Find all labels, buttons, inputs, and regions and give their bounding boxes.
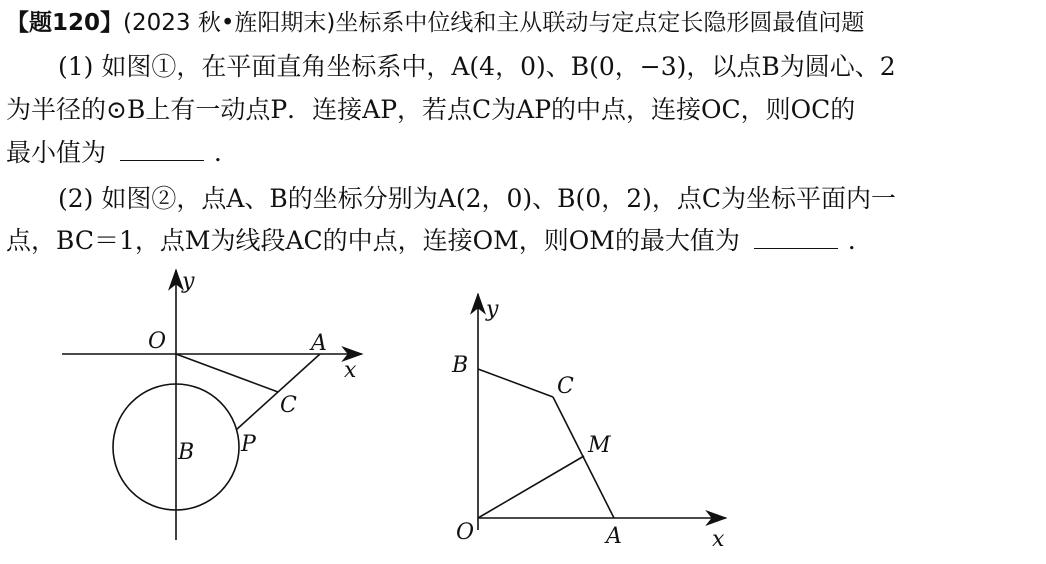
part1-line2: 为半径的⊙B上有一动点P．连接AP，若点C为AP的中点，连接OC，则OC的 xyxy=(6,95,856,124)
problem-title: (2023 秋•旌阳期末)坐标系中位线和主从联动与定点定长隐形圆最值问题 xyxy=(123,10,865,36)
fig1-label-p: P xyxy=(241,432,256,457)
fig2-label-y: y xyxy=(486,297,499,322)
fig2-label-a: A xyxy=(606,524,622,549)
fig1-label-b: B xyxy=(178,440,195,465)
fig2-label-c: C xyxy=(557,374,574,399)
part1-prefix: 最小值为 xyxy=(6,138,107,167)
fig2-label-x: x xyxy=(712,527,725,552)
part2-suffix: ． xyxy=(847,226,873,255)
fig2-label-b: B xyxy=(452,353,469,378)
part1-suffix: ． xyxy=(214,138,240,167)
fig1-label-o: O xyxy=(148,329,167,354)
problem-tag: 【题120】 xyxy=(6,10,124,36)
part2-prefix: 点，BC＝1，点M为线段AC的中点，连接OM，则OM的最大值为 xyxy=(6,226,740,255)
fig2-label-m: M xyxy=(588,433,611,458)
fig2-label-o: O xyxy=(456,520,475,545)
part1-line1: (1) 如图①，在平面直角坐标系中，A(4，0)、B(0，−3)，以点B为圆心、2 xyxy=(58,52,896,81)
fig1-label-x: x xyxy=(344,358,357,383)
fig1-label-y: y xyxy=(182,269,195,294)
fig1-label-a: A xyxy=(311,331,327,356)
fig2-segment-bc xyxy=(478,369,553,397)
part2-line1: (2) 如图②，点A、B的坐标分别为A(2，0)、B(0，2)，点C为坐标平面内一 xyxy=(58,184,896,213)
fig1-label-c: C xyxy=(280,393,297,418)
fig2-segment-om xyxy=(478,456,584,518)
